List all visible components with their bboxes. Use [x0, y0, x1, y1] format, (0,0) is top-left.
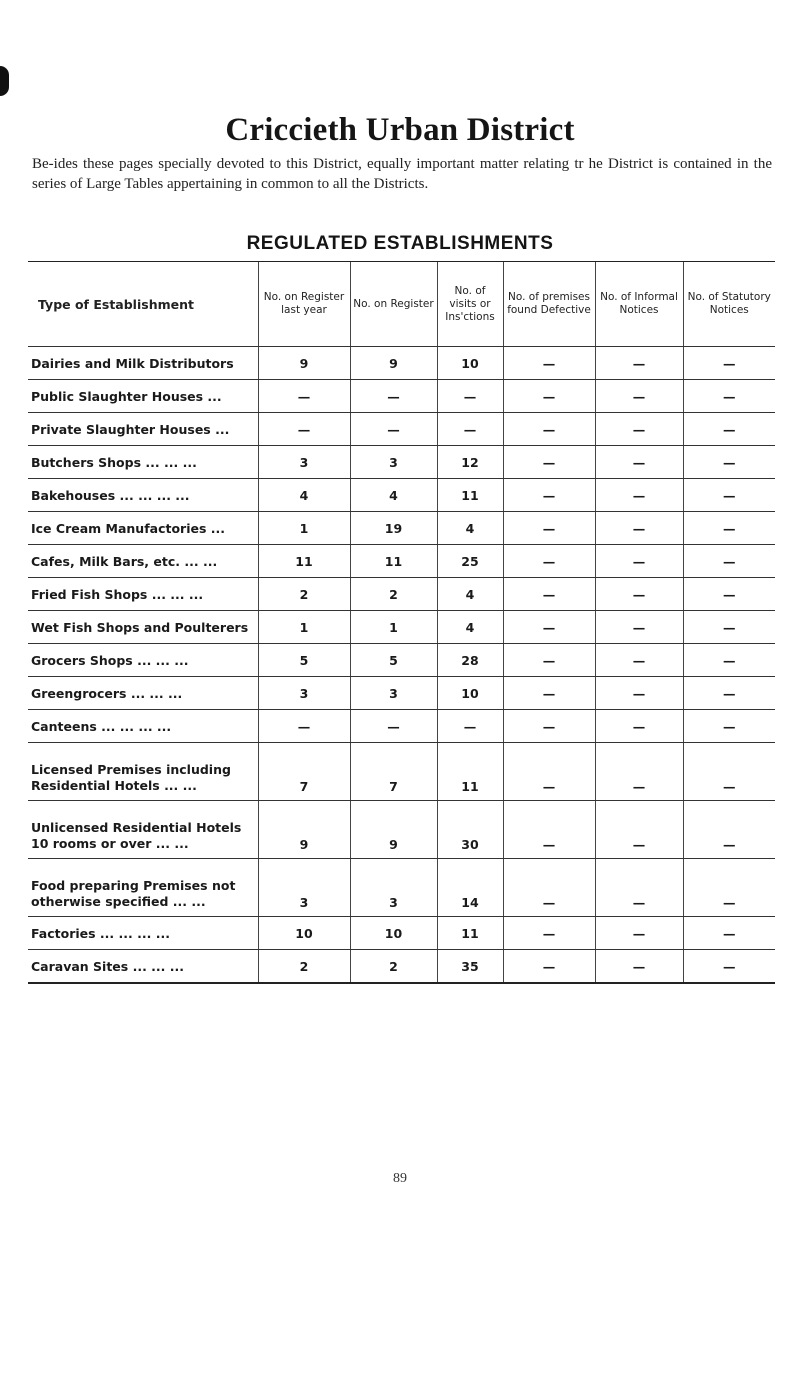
- cell-defective: —: [503, 801, 595, 859]
- cell-register: 9: [350, 801, 437, 859]
- cell-visits: 10: [437, 347, 503, 380]
- cell-informal: —: [595, 545, 683, 578]
- establishment-type-line: Residential Hotels ... ...: [31, 778, 197, 793]
- column-header: No. on Register last year: [258, 262, 350, 347]
- cell-last-year: 2: [258, 950, 350, 984]
- cell-last-year: —: [258, 380, 350, 413]
- cell-informal: —: [595, 710, 683, 743]
- cell-last-year: —: [258, 413, 350, 446]
- cell-register: —: [350, 413, 437, 446]
- cell-defective: —: [503, 545, 595, 578]
- cell-last-year: 3: [258, 859, 350, 917]
- establishment-type: Cafes, Milk Bars, etc. ... ...: [28, 545, 258, 578]
- cell-defective: —: [503, 859, 595, 917]
- table-row: [28, 611, 775, 644]
- cell-visits: 4: [437, 611, 503, 644]
- establishment-type: [28, 859, 258, 917]
- binding-mark: [0, 66, 9, 96]
- cell-statutory: —: [683, 644, 775, 677]
- cell-informal: —: [595, 347, 683, 380]
- cell-visits: 30: [437, 801, 503, 859]
- cell-informal: —: [595, 644, 683, 677]
- cell-visits: 35: [437, 950, 503, 984]
- column-header: No. of Informal Notices: [595, 262, 683, 347]
- cell-last-year: 3: [258, 677, 350, 710]
- cell-last-year: 7: [258, 743, 350, 801]
- cell-last-year: 3: [258, 446, 350, 479]
- cell-visits: 11: [437, 479, 503, 512]
- cell-last-year: 9: [258, 347, 350, 380]
- cell-defective: —: [503, 578, 595, 611]
- cell-visits: —: [437, 710, 503, 743]
- table-row: [28, 512, 775, 545]
- cell-last-year: 11: [258, 545, 350, 578]
- cell-visits: 11: [437, 743, 503, 801]
- cell-register: 10: [350, 917, 437, 950]
- cell-register: 4: [350, 479, 437, 512]
- cell-statutory: —: [683, 801, 775, 859]
- cell-last-year: —: [258, 710, 350, 743]
- cell-defective: —: [503, 380, 595, 413]
- cell-visits: 14: [437, 859, 503, 917]
- cell-last-year: 9: [258, 801, 350, 859]
- establishment-type-line: Licensed Premises including: [31, 762, 231, 777]
- cell-defective: —: [503, 644, 595, 677]
- cell-register: 2: [350, 950, 437, 984]
- cell-statutory: —: [683, 347, 775, 380]
- cell-defective: —: [503, 917, 595, 950]
- cell-register: 3: [350, 677, 437, 710]
- cell-defective: —: [503, 347, 595, 380]
- cell-informal: —: [595, 380, 683, 413]
- cell-statutory: —: [683, 710, 775, 743]
- cell-register: 3: [350, 446, 437, 479]
- cell-register: —: [350, 380, 437, 413]
- establishment-type-line: otherwise specified ... ...: [31, 894, 206, 909]
- table-row: [28, 347, 775, 380]
- cell-visits: 12: [437, 446, 503, 479]
- cell-informal: —: [595, 479, 683, 512]
- establishment-type: Private Slaughter Houses ...: [28, 413, 258, 446]
- establishment-type-line: 10 rooms or over ... ...: [31, 836, 189, 851]
- cell-register: 19: [350, 512, 437, 545]
- cell-statutory: —: [683, 611, 775, 644]
- cell-statutory: —: [683, 743, 775, 801]
- cell-register: 3: [350, 859, 437, 917]
- cell-informal: —: [595, 611, 683, 644]
- cell-defective: —: [503, 413, 595, 446]
- cell-register: 9: [350, 347, 437, 380]
- establishment-type: Grocers Shops ... ... ...: [28, 644, 258, 677]
- establishment-type: [28, 743, 258, 801]
- cell-statutory: —: [683, 479, 775, 512]
- cell-defective: —: [503, 446, 595, 479]
- cell-informal: —: [595, 413, 683, 446]
- cell-last-year: 5: [258, 644, 350, 677]
- establishment-type-line: Unlicensed Residential Hotels: [31, 820, 242, 835]
- table-row: [28, 644, 775, 677]
- cell-register: 5: [350, 644, 437, 677]
- cell-visits: 25: [437, 545, 503, 578]
- cell-register: 11: [350, 545, 437, 578]
- cell-statutory: —: [683, 677, 775, 710]
- page-number: 89: [393, 1171, 407, 1186]
- column-header: No. of Statutory Notices: [683, 262, 775, 347]
- table-row: [28, 801, 775, 859]
- cell-statutory: —: [683, 917, 775, 950]
- cell-register: 2: [350, 578, 437, 611]
- establishment-type: Caravan Sites ... ... ...: [28, 950, 258, 984]
- establishment-type-line: Food preparing Premises not: [31, 878, 236, 893]
- cell-last-year: 4: [258, 479, 350, 512]
- cell-informal: —: [595, 743, 683, 801]
- cell-register: 7: [350, 743, 437, 801]
- cell-visits: 10: [437, 677, 503, 710]
- table-row: [28, 677, 775, 710]
- column-header: No. of visits or Ins'ctions: [437, 262, 503, 347]
- table-row: [28, 710, 775, 743]
- cell-statutory: —: [683, 512, 775, 545]
- cell-visits: 28: [437, 644, 503, 677]
- cell-visits: —: [437, 380, 503, 413]
- cell-defective: —: [503, 677, 595, 710]
- cell-visits: 11: [437, 917, 503, 950]
- cell-last-year: 1: [258, 611, 350, 644]
- cell-informal: —: [595, 859, 683, 917]
- cell-visits: 4: [437, 512, 503, 545]
- cell-defective: —: [503, 743, 595, 801]
- establishment-type: Greengrocers ... ... ...: [28, 677, 258, 710]
- cell-visits: 4: [437, 578, 503, 611]
- cell-informal: —: [595, 677, 683, 710]
- table-header-row: [28, 262, 775, 347]
- cell-statutory: —: [683, 413, 775, 446]
- section-title: REGULATED ESTABLISHMENTS: [246, 233, 554, 254]
- column-header: No. of premises found Defective: [503, 262, 595, 347]
- cell-statutory: —: [683, 380, 775, 413]
- table-row: [28, 578, 775, 611]
- column-header: No. on Register: [350, 262, 437, 347]
- cell-informal: —: [595, 950, 683, 984]
- table-row: [28, 446, 775, 479]
- cell-register: 1: [350, 611, 437, 644]
- cell-defective: —: [503, 512, 595, 545]
- intro-paragraph: Be-ides these pages specially devoted to this District, equally important matter relating tr he District is contained in the series of Large Tables appertaining in common to all the Districts.: [32, 156, 772, 192]
- establishment-type: [28, 801, 258, 859]
- cell-informal: —: [595, 578, 683, 611]
- establishment-type: Fried Fish Shops ... ... ...: [28, 578, 258, 611]
- establishment-type: Wet Fish Shops and Poulterers: [28, 611, 258, 644]
- cell-statutory: —: [683, 446, 775, 479]
- cell-last-year: 1: [258, 512, 350, 545]
- table-row: [28, 743, 775, 801]
- table-row: [28, 380, 775, 413]
- cell-informal: —: [595, 801, 683, 859]
- establishment-type: Public Slaughter Houses ...: [28, 380, 258, 413]
- cell-visits: —: [437, 413, 503, 446]
- table-row: [28, 545, 775, 578]
- cell-informal: —: [595, 446, 683, 479]
- establishment-type: Butchers Shops ... ... ...: [28, 446, 258, 479]
- table-row: [28, 950, 775, 984]
- cell-last-year: 2: [258, 578, 350, 611]
- cell-statutory: —: [683, 578, 775, 611]
- table-row: [28, 917, 775, 950]
- regulated-establishments-table: [28, 261, 775, 984]
- cell-last-year: 10: [258, 917, 350, 950]
- cell-informal: —: [595, 512, 683, 545]
- table-row: [28, 479, 775, 512]
- table-row: [28, 859, 775, 917]
- cell-statutory: —: [683, 950, 775, 984]
- cell-defective: —: [503, 479, 595, 512]
- cell-statutory: —: [683, 545, 775, 578]
- table-row: [28, 413, 775, 446]
- establishment-type: Ice Cream Manufactories ...: [28, 512, 258, 545]
- establishment-type: Dairies and Milk Distributors: [28, 347, 258, 380]
- page-title: Criccieth Urban District: [225, 112, 575, 148]
- establishment-type: Bakehouses ... ... ... ...: [28, 479, 258, 512]
- cell-defective: —: [503, 611, 595, 644]
- cell-informal: —: [595, 917, 683, 950]
- cell-defective: —: [503, 710, 595, 743]
- cell-register: —: [350, 710, 437, 743]
- cell-statutory: —: [683, 859, 775, 917]
- establishment-type: Factories ... ... ... ...: [28, 917, 258, 950]
- establishment-type: Canteens ... ... ... ...: [28, 710, 258, 743]
- column-header: Type of Establishment: [28, 262, 258, 347]
- cell-defective: —: [503, 950, 595, 984]
